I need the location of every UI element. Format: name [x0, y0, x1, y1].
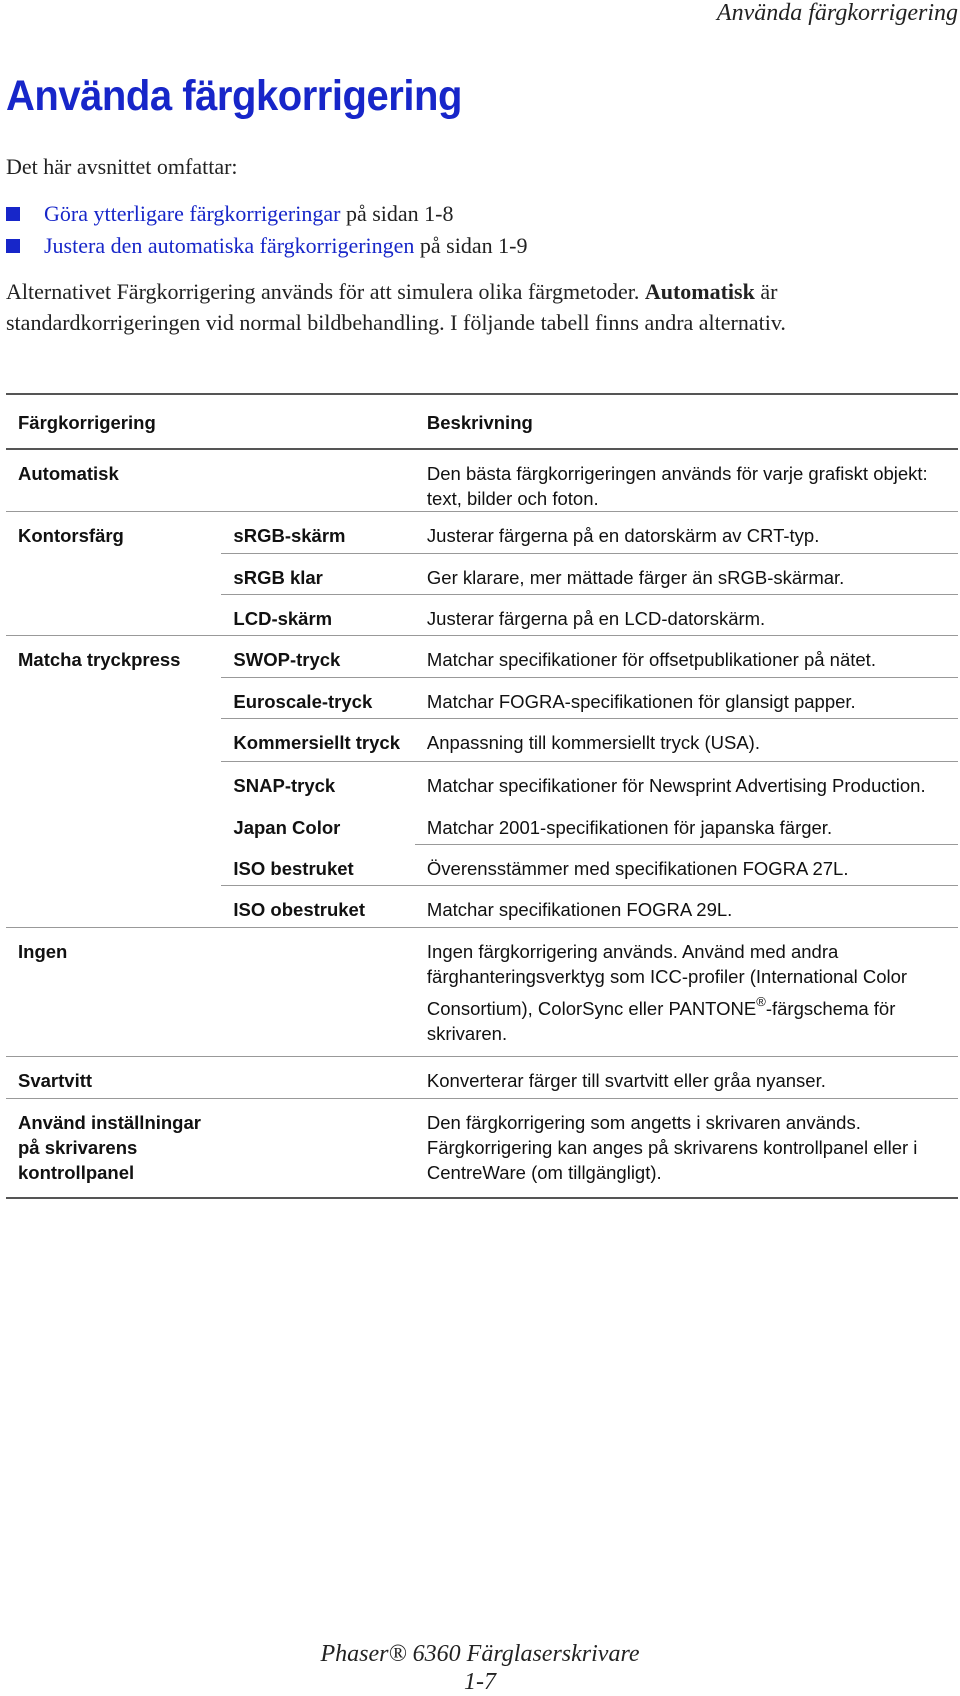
- header-color-correction: Färgkorrigering: [6, 394, 221, 449]
- paragraph-text: är standardkorrigeringen vid normal bildbehandling. I följande tabell finns andra alternativ.: [6, 279, 786, 335]
- option-cell: [6, 886, 221, 928]
- option-cell: Svartvitt: [6, 1056, 221, 1098]
- description-cell: [415, 927, 958, 1056]
- suboption-cell: [221, 1098, 414, 1198]
- description-cell: Matchar specifikationer för Newsprint Advertising Production.: [415, 761, 958, 804]
- suboption-cell: [221, 1056, 414, 1098]
- toc-item: [6, 230, 527, 262]
- description-text: Ingen färgkorrigering används. Använd med andra färghanteringsverktyg som ICC-profiler (International Color Consortium), ColorSync eller PANTONE: [426, 940, 908, 1019]
- description-cell: Matchar specifikationen FOGRA 29L.: [415, 886, 958, 928]
- square-bullet-icon: [6, 239, 20, 253]
- table-row: [6, 845, 958, 886]
- option-cell: [6, 553, 221, 594]
- table-row: [6, 636, 958, 678]
- suboption-cell: SWOP-tryck: [221, 636, 414, 678]
- table-row: [6, 449, 958, 512]
- table-header-row: [6, 394, 958, 449]
- description-cell: Den bästa färgkorrigeringen används för varje grafiskt objekt: text, bilder och foton.: [426, 463, 928, 509]
- body-paragraph: [6, 276, 956, 338]
- toc-page-ref: på sidan 1-9: [414, 233, 528, 258]
- description-cell: Ger klarare, mer mättade färger än sRGB-skärmar.: [415, 553, 958, 594]
- page-title: Använda färgkorrigering: [6, 72, 462, 120]
- footer-page-number: 1-7: [464, 1669, 496, 1695]
- description-cell: Matchar specifikationer för offsetpublikationer på nätet.: [415, 636, 958, 678]
- color-correction-table: [6, 393, 958, 1199]
- suboption-cell: [221, 449, 414, 512]
- option-cell: Matcha tryckpress: [6, 636, 221, 678]
- toc-link[interactable]: Göra ytterligare färgkorrigeringar: [44, 201, 341, 226]
- description-cell: Överensstämmer med specifikationen FOGRA 27L.: [415, 845, 958, 886]
- suboption-cell: sRGB-skärm: [221, 512, 414, 554]
- suboption-cell: SNAP-tryck: [221, 761, 414, 804]
- header-description: Beskrivning: [415, 394, 958, 449]
- registered-mark: ®: [756, 993, 766, 1009]
- table-row: [6, 594, 958, 636]
- option-cell: Använd inställningar på skrivarens kontrollpanel: [6, 1098, 221, 1198]
- description-cell: Justerar färgerna på en LCD-datorskärm.: [415, 594, 958, 636]
- suboption-cell: Kommersiellt tryck: [221, 718, 414, 761]
- description-cell: Den färgkorrigering som angetts i skrivaren används. Färgkorrigering kan anges på skrivarens kontrollpanel eller i CentreWare (om tillgängligt).: [415, 1098, 958, 1198]
- table-row: [6, 512, 958, 554]
- paragraph-bold-term: Automatisk: [644, 279, 755, 304]
- toc-list: [6, 198, 527, 262]
- table-row: [6, 804, 958, 845]
- option-cell: [6, 804, 221, 845]
- description-cell: Justerar färgerna på en datorskärm av CRT-typ.: [415, 512, 958, 554]
- option-cell: Automatisk: [18, 463, 119, 484]
- option-cell: [6, 845, 221, 886]
- suboption-cell: sRGB klar: [221, 553, 414, 594]
- toc-item: [6, 198, 527, 230]
- option-cell: [6, 594, 221, 636]
- table-row: [6, 761, 958, 804]
- option-cell: [6, 718, 221, 761]
- running-header: Använda färgkorrigering: [716, 0, 958, 26]
- suboption-cell: Japan Color: [233, 816, 341, 838]
- suboption-cell: LCD-skärm: [221, 594, 414, 636]
- table-row: [6, 886, 958, 928]
- description-cell: Matchar FOGRA-specifikationen för glansigt papper.: [415, 677, 958, 718]
- table-row: [6, 677, 958, 718]
- suboption-cell: ISO bestruket: [233, 857, 354, 879]
- table-row: [6, 927, 958, 1056]
- table-row: [6, 718, 958, 761]
- toc-page-ref: på sidan 1-8: [340, 201, 454, 226]
- description-cell: Anpassning till kommersiellt tryck (USA).: [415, 718, 958, 761]
- footer-product: Phaser® 6360 Färglaserskrivare: [320, 1641, 640, 1667]
- header-empty: [221, 394, 414, 449]
- option-cell: [6, 677, 221, 718]
- suboption-cell: ISO obestruket: [221, 886, 414, 928]
- suboption-cell: [221, 927, 414, 1056]
- option-cell: [6, 761, 221, 804]
- table-row: [6, 1056, 958, 1098]
- description-cell: Konverterar färger till svartvitt eller gråa nyanser.: [415, 1056, 958, 1098]
- option-cell: Ingen: [6, 927, 221, 1056]
- description-cell: Matchar 2001-specifikationen för japanska färger.: [426, 816, 833, 838]
- paragraph-text: Alternativet Färgkorrigering används för att simulera olika färgmetoder.: [6, 279, 645, 304]
- square-bullet-icon: [6, 207, 20, 221]
- table-row: [6, 1098, 958, 1198]
- suboption-cell: Euroscale-tryck: [221, 677, 414, 718]
- page-footer: [0, 1640, 960, 1696]
- table-row: [6, 553, 958, 594]
- option-cell: Kontorsfärg: [6, 512, 221, 554]
- description-text: -färgschema för skrivaren.: [426, 997, 896, 1044]
- toc-link[interactable]: Justera den automatiska färgkorrigeringen: [44, 233, 415, 258]
- intro-text: Det här avsnittet omfattar:: [6, 154, 238, 179]
